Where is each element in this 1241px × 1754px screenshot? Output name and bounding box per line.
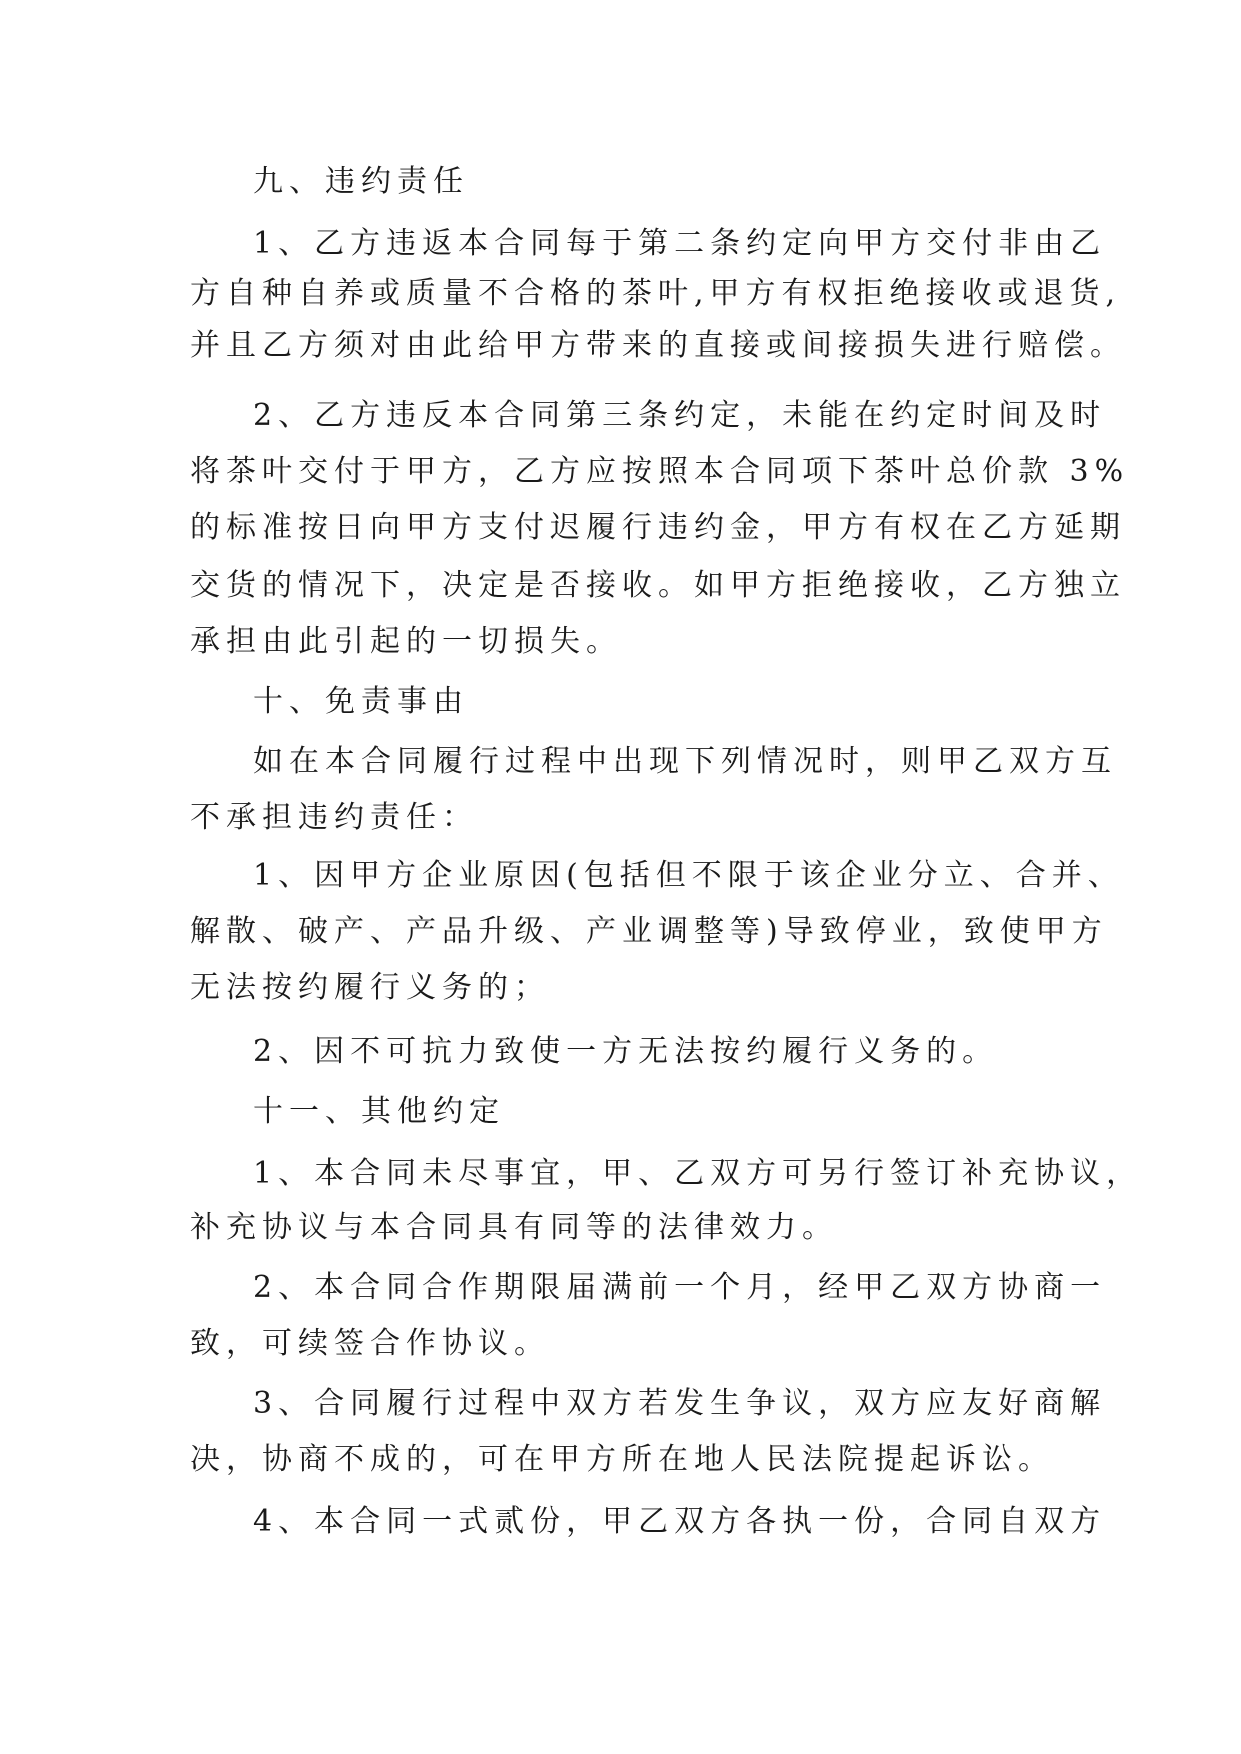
paragraph-line: 2、本合同合作期限届满前一个月，经甲乙双方协商一	[253, 1270, 1107, 1305]
paragraph-line: 不承担违约责任：	[190, 800, 478, 835]
paragraph-line: 的标准按日向甲方支付迟履行违约金，甲方有权在乙方延期	[190, 510, 1126, 545]
paragraph-line: 无法按约履行义务的；	[190, 970, 550, 1005]
paragraph-line: 如在本合同履行过程中出现下列情况时，则甲乙双方互	[253, 744, 1117, 779]
paragraph-line: 2、因不可抗力致使一方无法按约履行义务的。	[253, 1034, 999, 1069]
paragraph-line: 并且乙方须对由此给甲方带来的直接或间接损失进行赔偿。	[190, 328, 1126, 363]
section-heading-11: 十一、其他约定	[253, 1094, 505, 1129]
section-heading-10: 十、免责事由	[253, 684, 469, 719]
paragraph-line: 决，协商不成的，可在甲方所在地人民法院提起诉讼。	[190, 1442, 1054, 1477]
paragraph-line: 补充协议与本合同具有同等的法律效力。	[190, 1210, 838, 1245]
section-heading-9: 九、违约责任	[253, 164, 469, 199]
paragraph-line: 3、合同履行过程中双方若发生争议，双方应友好商解	[253, 1386, 1107, 1421]
paragraph-line: 解散、破产、产品升级、产业调整等)导致停业，致使甲方	[190, 914, 1108, 949]
paragraph-line: 1、本合同未尽事宜，甲、乙双方可另行签订补充协议，	[253, 1156, 1143, 1191]
paragraph-line: 承担由此引起的一切损失。	[190, 624, 622, 659]
paragraph-line: 致，可续签合作协议。	[190, 1326, 550, 1361]
paragraph-line: 交货的情况下，决定是否接收。如甲方拒绝接收，乙方独立	[190, 568, 1126, 603]
paragraph-line: 2、乙方违反本合同第三条约定，未能在约定时间及时	[253, 398, 1107, 433]
paragraph-line: 方自种自养或质量不合格的茶叶,甲方有权拒绝接收或退货,	[190, 276, 1122, 311]
paragraph-line: 将茶叶交付于甲方，乙方应按照本合同项下茶叶总价款 3%	[190, 454, 1130, 489]
paragraph-line: 1、乙方违返本合同每于第二条约定向甲方交付非由乙	[253, 226, 1107, 261]
paragraph-line: 1、因甲方企业原因(包括但不限于该企业分立、合并、	[253, 858, 1124, 893]
paragraph-line: 4、本合同一式贰份，甲乙双方各执一份，合同自双方	[253, 1504, 1107, 1539]
